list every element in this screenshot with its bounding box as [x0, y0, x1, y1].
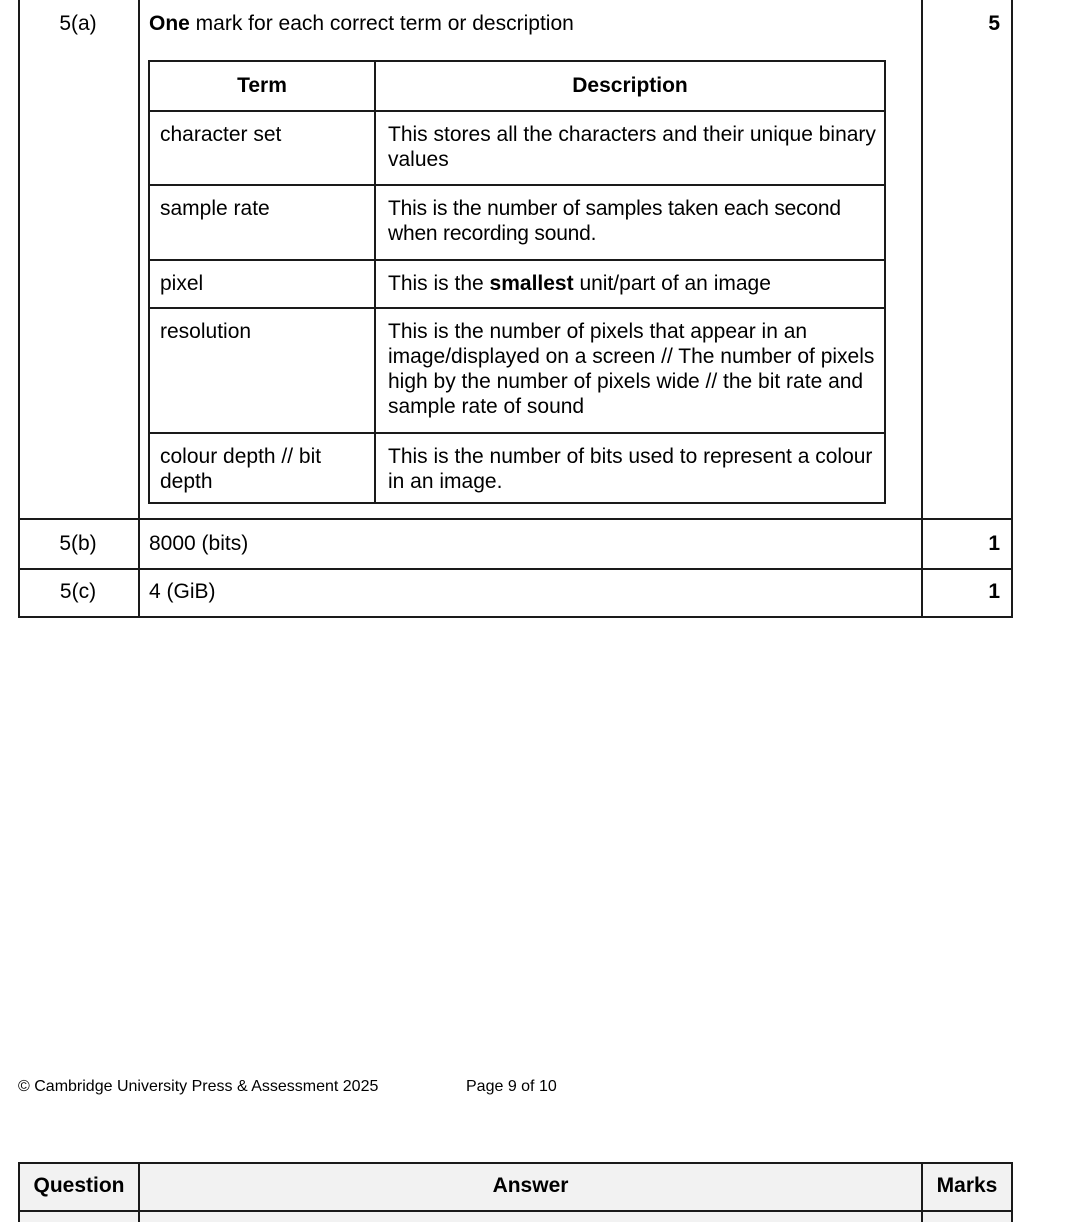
header-bottom-border	[18, 1210, 1012, 1212]
page-number: Page 9 of 10	[466, 1078, 557, 1095]
mark-scheme-table	[18, 0, 1012, 618]
instruction-bold: One	[149, 12, 190, 35]
term-cell: colour depth // bit depth	[160, 445, 322, 493]
term-header: Term	[237, 74, 287, 97]
question-number: 5(a)	[59, 12, 97, 35]
inner-row	[150, 112, 884, 186]
description-text: unit/part of an image	[573, 272, 771, 295]
term-cell: resolution	[160, 320, 252, 343]
answer-text: 4 (GiB)	[149, 580, 216, 603]
marks-value: 1	[988, 580, 1000, 603]
term-cell: character set	[160, 123, 282, 146]
answer-instruction	[149, 12, 574, 36]
copyright-notice: © Cambridge University Press & Assessment 2025	[18, 1078, 379, 1095]
header-right-border	[1011, 1162, 1013, 1222]
description-header: Description	[572, 74, 688, 97]
answer-text: 8000 (bits)	[149, 532, 249, 555]
inner-row	[150, 434, 884, 502]
column-divider	[921, 0, 923, 618]
description-cell: This stores all the characters and their unique binary values	[388, 123, 876, 171]
answer-column-header: Answer	[492, 1174, 569, 1197]
next-page-table-header	[18, 1162, 1012, 1222]
description-cell	[388, 271, 878, 296]
table-right-border	[1011, 0, 1013, 618]
row-divider	[18, 518, 1012, 520]
question-column-header: Question	[33, 1174, 125, 1197]
term-cell: sample rate	[160, 197, 270, 220]
question-number: 5(c)	[59, 580, 97, 603]
inner-header-row	[150, 62, 884, 112]
instruction-text: mark for each correct term or description	[189, 12, 574, 35]
marks-value: 5	[988, 12, 1000, 35]
inner-row	[150, 309, 884, 434]
description-cell: This is the number of pixels that appear in an image/displayed on a screen // The number of pixels high by the number of pixels wide // the bit rate and sample rate of sound	[388, 320, 875, 418]
marks-column-header: Marks	[936, 1174, 998, 1197]
inner-row	[150, 186, 884, 261]
question-number: 5(b)	[59, 532, 97, 555]
term-cell: pixel	[160, 272, 204, 295]
term-description-table	[148, 60, 886, 504]
column-divider	[138, 0, 140, 618]
inner-row	[150, 261, 884, 309]
table-left-border	[18, 0, 20, 618]
description-text: This is the	[388, 272, 490, 295]
row-divider	[18, 568, 1012, 570]
description-bold: smallest	[489, 272, 574, 295]
description-cell: This is the number of samples taken each second when recording sound.	[388, 197, 841, 245]
table-bottom-border	[18, 616, 1012, 618]
header-top-border	[18, 1162, 1012, 1164]
description-cell: This is the number of bits used to represent a colour in an image.	[388, 445, 873, 493]
marks-value: 1	[988, 532, 1000, 555]
